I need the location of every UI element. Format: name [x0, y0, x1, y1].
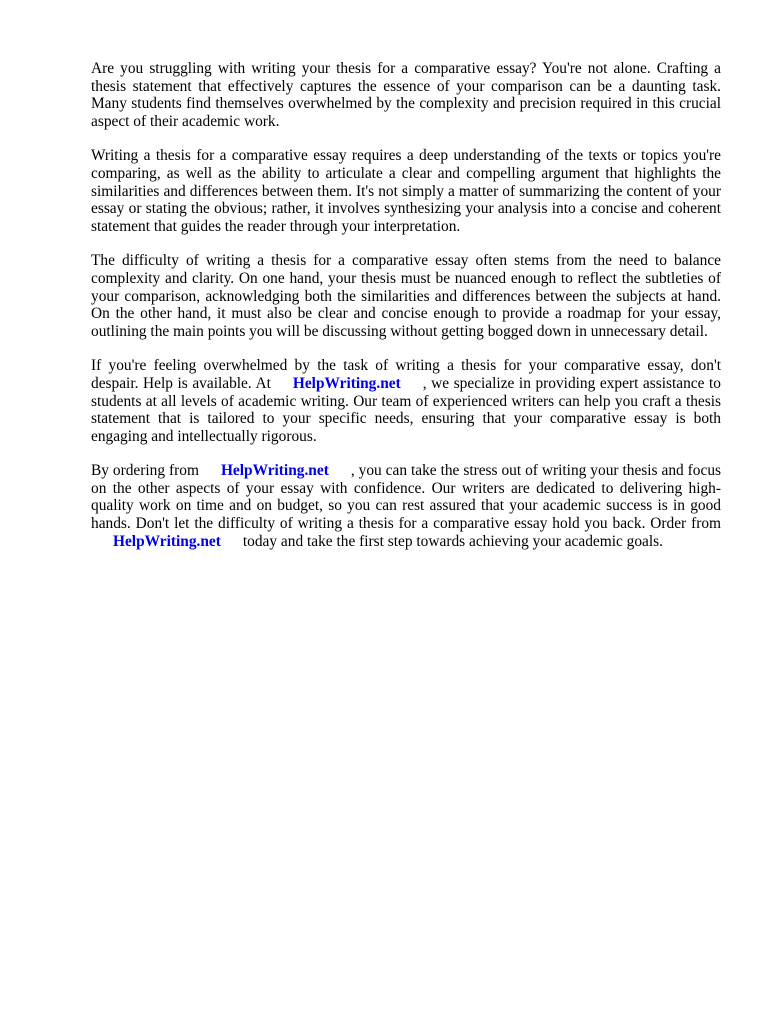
- paragraph-difficulty: The difficulty of writing a thesis for a comparative essay often stems from the need to balance complexity and clarity. On one hand, your thesis must be nuanced enough to reflect the subtleties of your comparison, acknowledging both the similarities and differences between the subjects at hand. On the other hand, it must also be clear and concise enough to provide a roadmap for your essay, outlining the main points you will be discussing without getting bogged down in unnecessary detail.: [91, 252, 721, 340]
- helpwriting-link[interactable]: HelpWriting.net: [292, 374, 401, 392]
- paragraph-order: [91, 462, 721, 550]
- paragraph-help-text-before: If you're feeling overwhelmed by the task of writing a thesis for your comparative essay, don't despair. Help is available. At: [91, 357, 721, 392]
- paragraph-help-text-after: , we specialize in providing expert assistance to students at all levels of academic writing. Our team of experienced writers can help you craft a thesis statement that is tailored to your specific needs, ensuring that your comparative essay is both engaging and intellectually rigorous.: [91, 374, 722, 445]
- helpwriting-link[interactable]: HelpWriting.net: [220, 462, 329, 480]
- document-page: [91, 60, 721, 567]
- paragraph-order-text-1: By ordering from: [91, 462, 199, 480]
- helpwriting-link[interactable]: HelpWriting.net: [113, 532, 221, 550]
- paragraph-requirements: Writing a thesis for a comparative essay requires a deep understanding of the texts or topics you're comparing, as well as the ability to articulate a clear and compelling argument that highlights the similarities and differences between them. It's not simply a matter of summarizing the content of your essay or stating the obvious; rather, it involves synthesizing your analysis into a concise and coherent statement that guides the reader through your interpretation.: [91, 147, 721, 235]
- paragraph-help: [91, 357, 721, 445]
- paragraph-order-text-2: , you can take the stress out of writing your thesis and focus on the other aspects of your essay with confidence. Our writers are dedicated to delivering high-quality work on time and on budget, so you can rest assured that your academic success is in good hands. Don't let the difficulty of writing a thesis for a comparative essay hold you back. Order from: [91, 462, 721, 533]
- paragraph-order-text-3: today and take the first step towards achieving your academic goals.: [242, 532, 663, 550]
- paragraph-intro: Are you struggling with writing your thesis for a comparative essay? You're not alone. Crafting a thesis statement that effectively captures the essence of your comparison can be a daunting task. Many students find themselves overwhelmed by the complexity and precision required in this crucial aspect of their academic work.: [91, 60, 721, 130]
